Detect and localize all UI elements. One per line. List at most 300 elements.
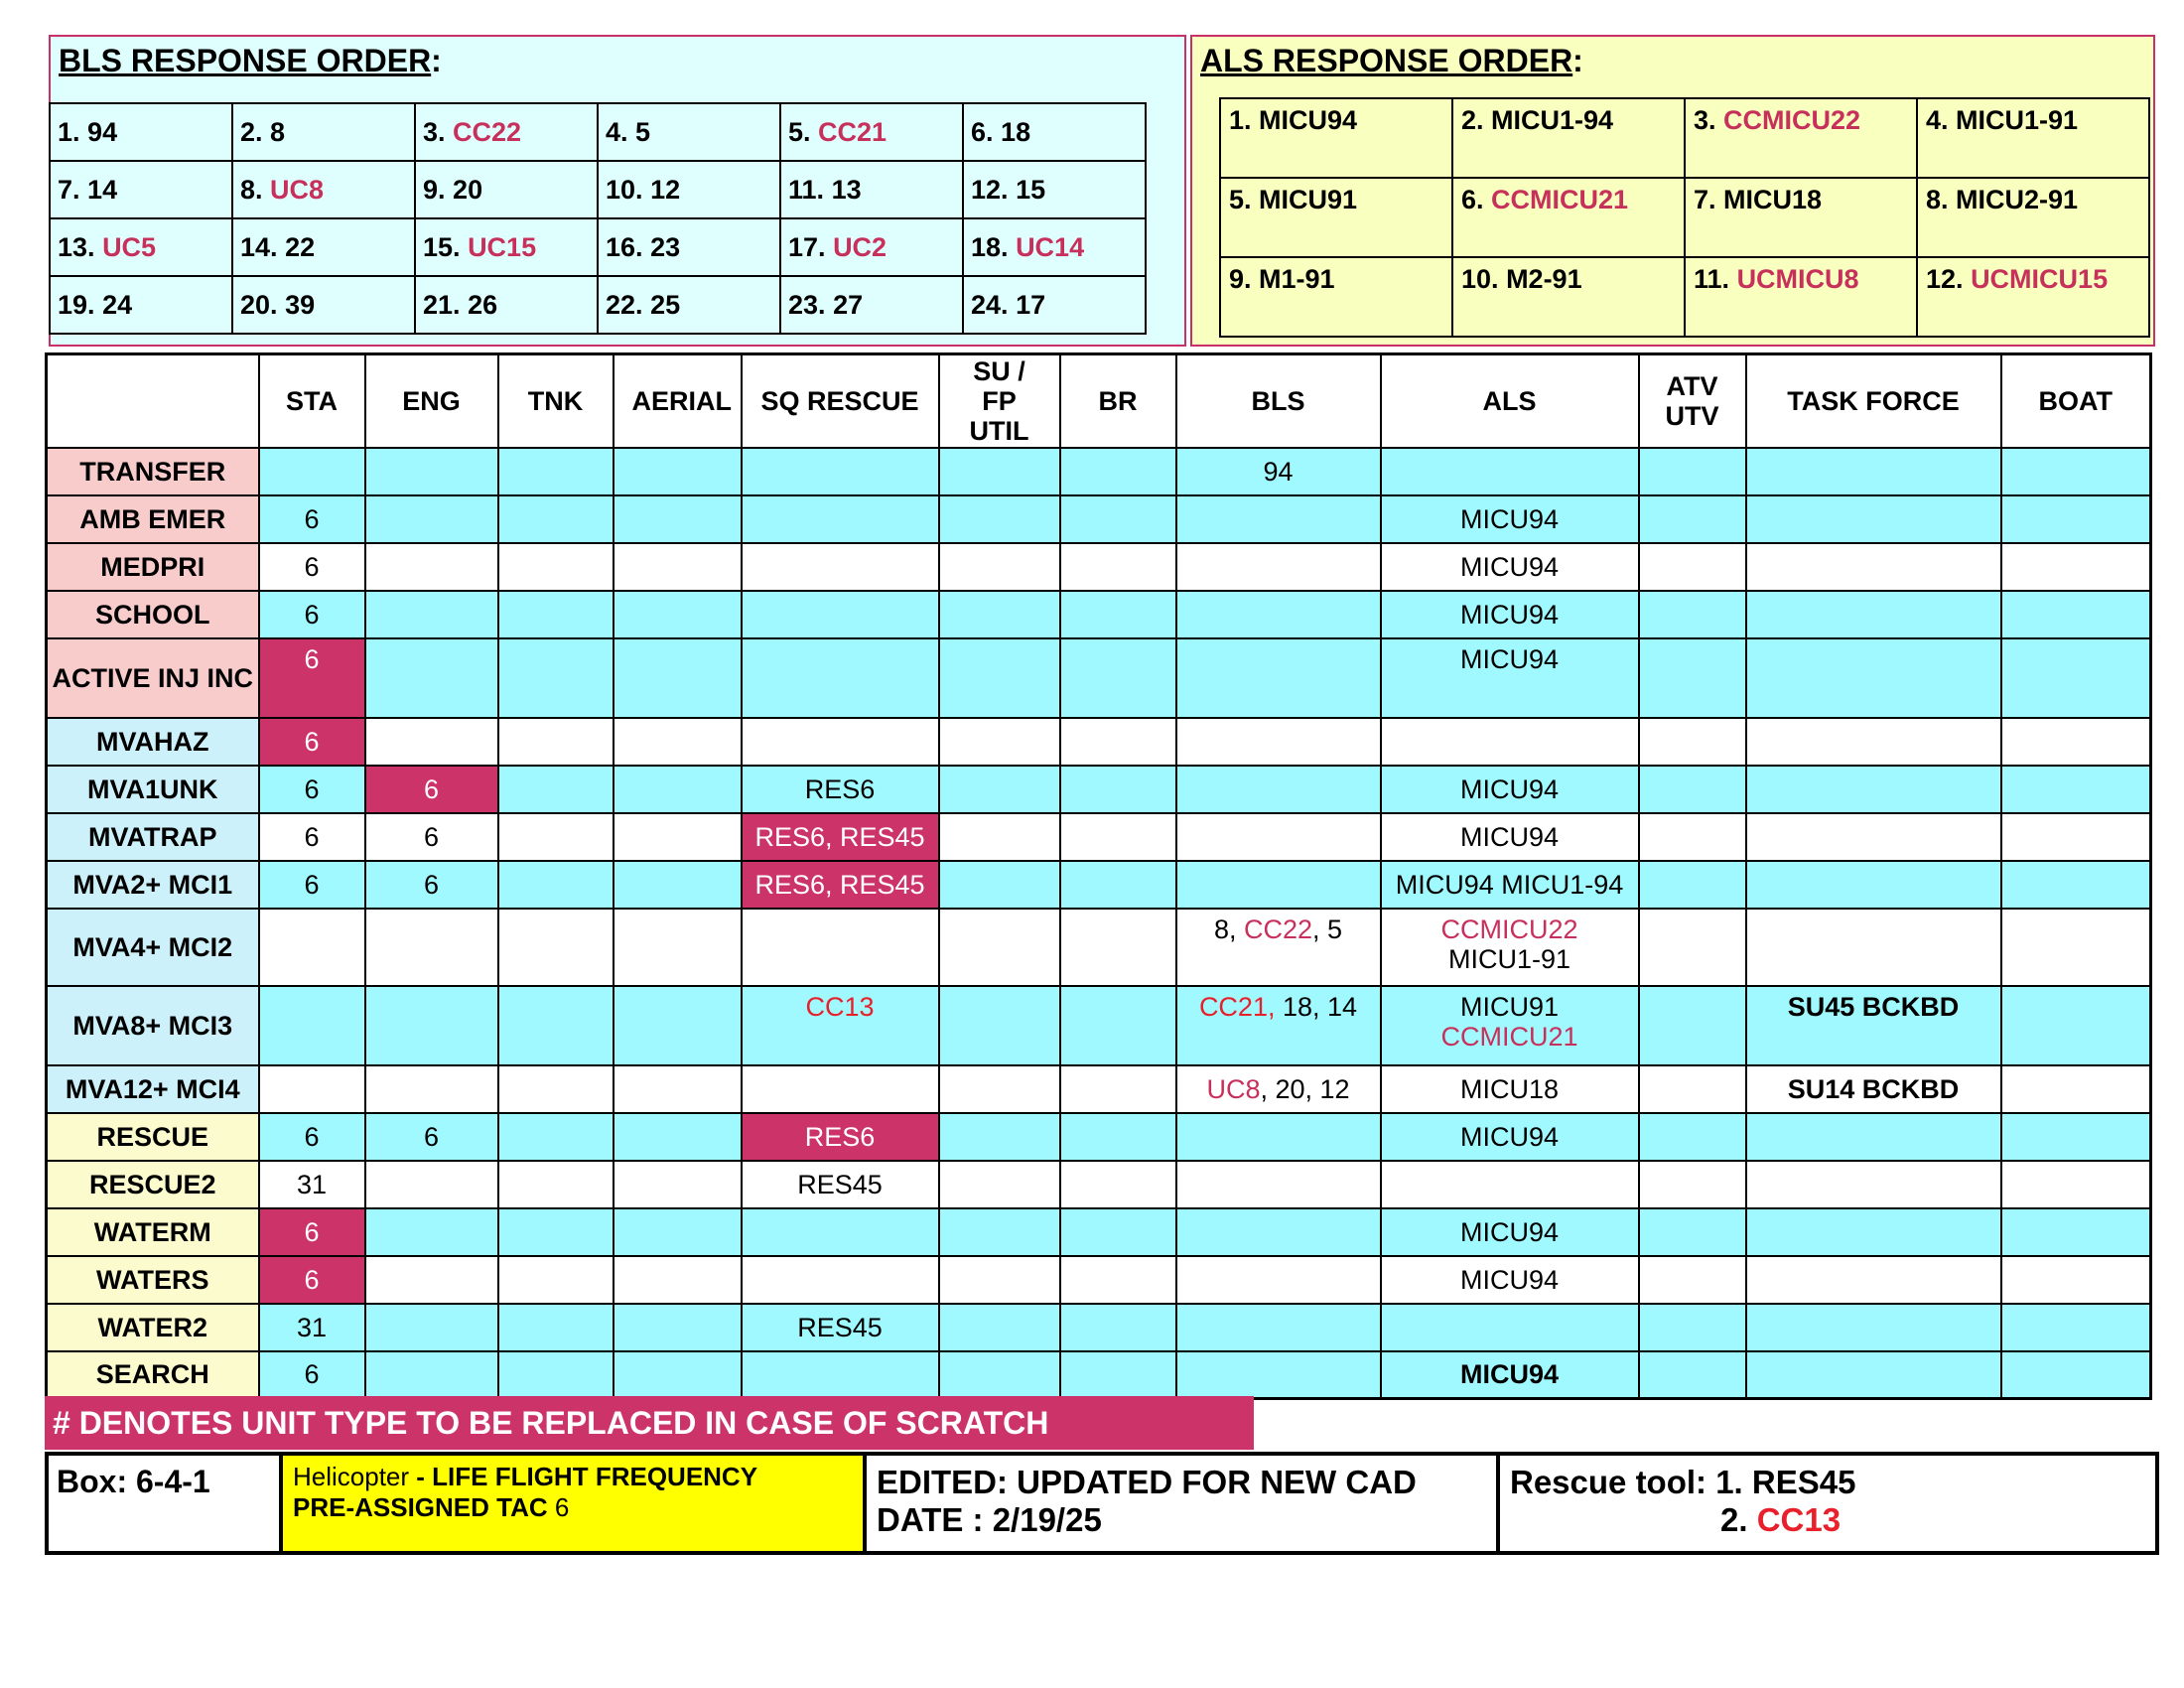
cell-su — [939, 861, 1060, 909]
bls-order-cell: 17. UC2 — [780, 218, 963, 276]
row-label: MEDPRI — [47, 543, 259, 591]
cell-atv — [1639, 638, 1746, 718]
rescue-tool-2: 2. CC13 — [1720, 1501, 1842, 1538]
cell-su — [939, 543, 1060, 591]
cell-sq — [742, 448, 939, 495]
column-header: BLS — [1176, 354, 1381, 448]
cell-br — [1060, 1065, 1176, 1113]
cell-sq: RES6, RES45 — [742, 813, 939, 861]
cell-sq — [742, 909, 939, 986]
cell-br — [1060, 986, 1176, 1065]
cell-eng — [365, 909, 498, 986]
row-label: WATERM — [47, 1208, 259, 1256]
cell-sta: 6 — [259, 766, 365, 813]
cell-bls — [1176, 1256, 1381, 1304]
bls-order-cell: 6. 18 — [963, 103, 1146, 161]
column-header: BOAT — [2001, 354, 2151, 448]
cell-tf — [1746, 1113, 2001, 1161]
footer-box — [45, 1452, 2159, 1555]
als-order-table — [1219, 97, 2150, 338]
cell-als: MICU94 — [1381, 766, 1639, 813]
cell-als: CCMICU22 MICU1-91 — [1381, 909, 1639, 986]
column-header: TASK FORCE — [1746, 354, 2001, 448]
bls-order-cell: 24. 17 — [963, 276, 1146, 334]
cell-su — [939, 813, 1060, 861]
box-number: Box: 6-4-1 — [49, 1456, 283, 1551]
table-row — [47, 448, 2151, 495]
cell-sta: 6 — [259, 1256, 365, 1304]
column-header: ALS — [1381, 354, 1639, 448]
cell-sq: RES45 — [742, 1304, 939, 1351]
rescue-tool-2-unit: CC13 — [1756, 1501, 1842, 1538]
cell-sta: 6 — [259, 495, 365, 543]
cell-sta: 6 — [259, 1113, 365, 1161]
cell-bls — [1176, 1161, 1381, 1208]
cell-br — [1060, 543, 1176, 591]
als-order-cell: 6. CCMICU21 — [1452, 178, 1685, 257]
cell-sq: RES6, RES45 — [742, 861, 939, 909]
cell-br — [1060, 718, 1176, 766]
cell-boat — [2001, 909, 2151, 986]
cell-tf — [1746, 638, 2001, 718]
cell-su — [939, 718, 1060, 766]
cell-boat — [2001, 495, 2151, 543]
cell-br — [1060, 813, 1176, 861]
row-label: MVAHAZ — [47, 718, 259, 766]
row-label: MVA8+ MCI3 — [47, 986, 259, 1065]
bls-order-cell: 4. 5 — [598, 103, 780, 161]
cell-sq — [742, 1208, 939, 1256]
table-row — [47, 718, 2151, 766]
life-flight-frequency: - LIFE FLIGHT FREQUENCY — [409, 1462, 758, 1491]
cell-sta — [259, 909, 365, 986]
cell-tf — [1746, 861, 2001, 909]
cell-eng: 6 — [365, 861, 498, 909]
cell-eng — [365, 1161, 498, 1208]
cell-tf — [1746, 813, 2001, 861]
cell-bls — [1176, 1208, 1381, 1256]
cell-tnk — [498, 448, 614, 495]
cell-aerial — [614, 1065, 742, 1113]
cell-sta: 6 — [259, 1208, 365, 1256]
cell-su — [939, 1113, 1060, 1161]
bls-order-cell: 3. CC22 — [415, 103, 598, 161]
bls-order-cell: 8. UC8 — [232, 161, 415, 218]
cell-als: MICU18 — [1381, 1065, 1639, 1113]
row-label: ACTIVE INJ INC — [47, 638, 259, 718]
cell-atv — [1639, 1065, 1746, 1113]
cell-su — [939, 1161, 1060, 1208]
cell-aerial — [614, 861, 742, 909]
table-row — [47, 1065, 2151, 1113]
table-row — [47, 1161, 2151, 1208]
cell-sq — [742, 718, 939, 766]
cell-eng — [365, 1256, 498, 1304]
cell-als — [1381, 718, 1639, 766]
cell-tf — [1746, 1256, 2001, 1304]
als-order-cell: 3. CCMICU22 — [1685, 98, 1917, 178]
cell-aerial — [614, 638, 742, 718]
bls-order-cell: 21. 26 — [415, 276, 598, 334]
cell-eng — [365, 448, 498, 495]
cell-boat — [2001, 1208, 2151, 1256]
table-row — [47, 591, 2151, 638]
cell-tnk — [498, 495, 614, 543]
cell-sq: RES45 — [742, 1161, 939, 1208]
cell-tnk — [498, 1161, 614, 1208]
cell-sq — [742, 1256, 939, 1304]
cell-tnk — [498, 909, 614, 986]
cell-boat — [2001, 718, 2151, 766]
cell-su — [939, 1065, 1060, 1113]
cell-eng: 6 — [365, 1113, 498, 1161]
helicopter-label: Helicopter — [293, 1462, 410, 1491]
cell-sta: 6 — [259, 813, 365, 861]
cell-boat — [2001, 638, 2151, 718]
row-label: MVATRAP — [47, 813, 259, 861]
cell-atv — [1639, 1208, 1746, 1256]
cell-br — [1060, 1208, 1176, 1256]
cell-als: MICU94 — [1381, 543, 1639, 591]
bls-order-cell: 20. 39 — [232, 276, 415, 334]
cell-als — [1381, 1304, 1639, 1351]
cell-atv — [1639, 1256, 1746, 1304]
column-header: TNK — [498, 354, 614, 448]
row-label: AMB EMER — [47, 495, 259, 543]
cell-atv — [1639, 591, 1746, 638]
cell-tnk — [498, 1113, 614, 1161]
cell-su — [939, 495, 1060, 543]
cell-boat — [2001, 766, 2151, 813]
cell-tnk — [498, 986, 614, 1065]
table-row — [47, 543, 2151, 591]
row-label: TRANSFER — [47, 448, 259, 495]
cell-tnk — [498, 766, 614, 813]
cell-als: MICU94 — [1381, 1208, 1639, 1256]
cell-bls: UC8, 20, 12 — [1176, 1065, 1381, 1113]
bls-order-cell: 13. UC5 — [50, 218, 232, 276]
cell-br — [1060, 591, 1176, 638]
cell-sq — [742, 591, 939, 638]
response-matrix-table — [45, 352, 2152, 1400]
cell-atv — [1639, 909, 1746, 986]
cell-br — [1060, 1351, 1176, 1399]
cell-su — [939, 766, 1060, 813]
cell-sta: 6 — [259, 591, 365, 638]
column-header: STA — [259, 354, 365, 448]
cell-bls — [1176, 861, 1381, 909]
cell-boat — [2001, 1304, 2151, 1351]
cell-br — [1060, 1113, 1176, 1161]
cell-als: MICU94 — [1381, 495, 1639, 543]
cell-tf: SU45 BCKBD — [1746, 986, 2001, 1065]
cell-aerial — [614, 1351, 742, 1399]
cell-eng — [365, 543, 498, 591]
cell-su — [939, 909, 1060, 986]
cell-tnk — [498, 638, 614, 718]
table-row — [47, 638, 2151, 718]
cell-bls: 94 — [1176, 448, 1381, 495]
cell-su — [939, 1304, 1060, 1351]
cell-bls — [1176, 766, 1381, 813]
bls-order-cell: 7. 14 — [50, 161, 232, 218]
bls-order-cell: 9. 20 — [415, 161, 598, 218]
cell-tf — [1746, 543, 2001, 591]
cell-aerial — [614, 495, 742, 543]
column-header: BR — [1060, 354, 1176, 448]
scratch-note-banner: # DENOTES UNIT TYPE TO BE REPLACED IN CASE OF SCRATCH — [45, 1396, 1254, 1450]
bls-order-cell: 2. 8 — [232, 103, 415, 161]
cell-su — [939, 638, 1060, 718]
cell-bls — [1176, 591, 1381, 638]
cell-tnk — [498, 1256, 614, 1304]
als-order-cell: 12. UCMICU15 — [1917, 257, 2149, 337]
cell-tnk — [498, 1351, 614, 1399]
cell-atv — [1639, 1161, 1746, 1208]
cell-atv — [1639, 766, 1746, 813]
rescue-tool-box — [1500, 1456, 2155, 1551]
cell-bls — [1176, 718, 1381, 766]
table-row — [47, 1256, 2151, 1304]
als-order-cell: 7. MICU18 — [1685, 178, 1917, 257]
cell-aerial — [614, 1161, 742, 1208]
cell-sta — [259, 986, 365, 1065]
cell-tf — [1746, 1161, 2001, 1208]
cell-eng — [365, 986, 498, 1065]
cell-tf — [1746, 448, 2001, 495]
cell-atv — [1639, 861, 1746, 909]
bls-order-cell: 10. 12 — [598, 161, 780, 218]
cell-atv — [1639, 986, 1746, 1065]
cell-sta: 31 — [259, 1161, 365, 1208]
row-label: MVA4+ MCI2 — [47, 909, 259, 986]
cell-boat — [2001, 1351, 2151, 1399]
cell-bls — [1176, 813, 1381, 861]
cell-aerial — [614, 591, 742, 638]
cell-tf — [1746, 1304, 2001, 1351]
cell-br — [1060, 1256, 1176, 1304]
cell-sta: 6 — [259, 718, 365, 766]
cell-als: MICU94 — [1381, 1351, 1639, 1399]
cell-aerial — [614, 813, 742, 861]
column-header — [47, 354, 259, 448]
bls-order-cell: 22. 25 — [598, 276, 780, 334]
cell-bls — [1176, 1304, 1381, 1351]
table-row — [47, 909, 2151, 986]
tac-value: 6 — [554, 1492, 570, 1522]
cell-eng: 6 — [365, 813, 498, 861]
cell-sta: 6 — [259, 1351, 365, 1399]
cell-bls — [1176, 495, 1381, 543]
cell-sta: 31 — [259, 1304, 365, 1351]
bls-order-cell: 12. 15 — [963, 161, 1146, 218]
cell-aerial — [614, 1208, 742, 1256]
cell-eng — [365, 718, 498, 766]
cell-tf — [1746, 1208, 2001, 1256]
cell-aerial — [614, 1304, 742, 1351]
cell-aerial — [614, 909, 742, 986]
als-order-cell: 1. MICU94 — [1220, 98, 1452, 178]
row-label: WATERS — [47, 1256, 259, 1304]
cell-bls — [1176, 1351, 1381, 1399]
als-order-cell: 9. M1-91 — [1220, 257, 1452, 337]
cell-atv — [1639, 1304, 1746, 1351]
edited-note: EDITED: UPDATED FOR NEW CAD — [877, 1464, 1417, 1500]
cell-atv — [1639, 813, 1746, 861]
bls-order-cell: 18. UC14 — [963, 218, 1146, 276]
cell-su — [939, 591, 1060, 638]
cell-eng — [365, 1065, 498, 1113]
cell-tf — [1746, 766, 2001, 813]
cell-als: MICU94 — [1381, 1256, 1639, 1304]
row-label: MVA1UNK — [47, 766, 259, 813]
cell-boat — [2001, 543, 2151, 591]
column-header: SU / FP UTIL — [939, 354, 1060, 448]
bls-order-cell: 15. UC15 — [415, 218, 598, 276]
cell-br — [1060, 861, 1176, 909]
cell-bls: 8, CC22, 5 — [1176, 909, 1381, 986]
cell-atv — [1639, 543, 1746, 591]
cell-su — [939, 448, 1060, 495]
cell-bls — [1176, 543, 1381, 591]
cell-aerial — [614, 1256, 742, 1304]
cell-eng — [365, 1208, 498, 1256]
cell-bls — [1176, 1113, 1381, 1161]
cell-sta — [259, 448, 365, 495]
cell-br — [1060, 1304, 1176, 1351]
bls-order-cell: 14. 22 — [232, 218, 415, 276]
cell-atv — [1639, 448, 1746, 495]
cell-tf: SU14 BCKBD — [1746, 1065, 2001, 1113]
cell-boat — [2001, 1161, 2151, 1208]
cell-tf — [1746, 591, 2001, 638]
edit-info-box — [867, 1456, 1500, 1551]
table-row — [47, 861, 2151, 909]
cell-boat — [2001, 986, 2151, 1065]
cell-als: MICU94 — [1381, 813, 1639, 861]
table-row — [47, 495, 2151, 543]
tac-label: PRE-ASSIGNED TAC — [293, 1492, 548, 1522]
cell-eng — [365, 495, 498, 543]
cell-tnk — [498, 1304, 614, 1351]
cell-sq — [742, 495, 939, 543]
table-row — [47, 1208, 2151, 1256]
table-row — [47, 813, 2151, 861]
helicopter-frequency-box — [283, 1456, 867, 1551]
als-order-cell: 4. MICU1-91 — [1917, 98, 2149, 178]
bls-order-table — [49, 102, 1147, 335]
als-order-cell: 2. MICU1-94 — [1452, 98, 1685, 178]
row-label: SEARCH — [47, 1351, 259, 1399]
cell-br — [1060, 448, 1176, 495]
cell-aerial — [614, 718, 742, 766]
cell-tnk — [498, 1065, 614, 1113]
cell-tnk — [498, 861, 614, 909]
cell-aerial — [614, 1113, 742, 1161]
cell-sta: 6 — [259, 543, 365, 591]
cell-boat — [2001, 1065, 2151, 1113]
cell-eng — [365, 638, 498, 718]
cell-sta — [259, 1065, 365, 1113]
table-row — [47, 1113, 2151, 1161]
cell-sq — [742, 638, 939, 718]
cell-atv — [1639, 1113, 1746, 1161]
als-order-cell: 10. M2-91 — [1452, 257, 1685, 337]
cell-aerial — [614, 448, 742, 495]
cell-eng: 6 — [365, 766, 498, 813]
cell-bls: CC21, 18, 14 — [1176, 986, 1381, 1065]
cell-eng — [365, 1351, 498, 1399]
cell-als: MICU94 — [1381, 1113, 1639, 1161]
column-header: ATV UTV — [1639, 354, 1746, 448]
cell-br — [1060, 495, 1176, 543]
cell-als: MICU94 MICU1-94 — [1381, 861, 1639, 909]
table-row — [47, 766, 2151, 813]
bls-order-cell: 1. 94 — [50, 103, 232, 161]
cell-als: MICU91 CCMICU21 — [1381, 986, 1639, 1065]
edit-date: DATE : 2/19/25 — [877, 1501, 1102, 1538]
bls-order-cell: 16. 23 — [598, 218, 780, 276]
bls-order-title: BLS RESPONSE ORDER: — [59, 43, 442, 78]
cell-sta: 6 — [259, 638, 365, 718]
cell-su — [939, 986, 1060, 1065]
column-header: ENG — [365, 354, 498, 448]
cell-als: MICU94 — [1381, 638, 1639, 718]
als-order-cell: 8. MICU2-91 — [1917, 178, 2149, 257]
cell-bls — [1176, 638, 1381, 718]
cell-eng — [365, 591, 498, 638]
cell-boat — [2001, 448, 2151, 495]
cell-boat — [2001, 861, 2151, 909]
cell-br — [1060, 1161, 1176, 1208]
row-label: WATER2 — [47, 1304, 259, 1351]
cell-sq — [742, 543, 939, 591]
cell-tf — [1746, 718, 2001, 766]
row-label: RESCUE — [47, 1113, 259, 1161]
cell-tnk — [498, 543, 614, 591]
row-label: MVA12+ MCI4 — [47, 1065, 259, 1113]
als-order-cell: 5. MICU91 — [1220, 178, 1452, 257]
cell-tf — [1746, 1351, 2001, 1399]
cell-sq: RES6 — [742, 1113, 939, 1161]
column-header: SQ RESCUE — [742, 354, 939, 448]
cell-sq — [742, 1351, 939, 1399]
als-order-title: ALS RESPONSE ORDER: — [1200, 43, 1583, 78]
cell-tnk — [498, 813, 614, 861]
cell-sq: RES6 — [742, 766, 939, 813]
cell-boat — [2001, 813, 2151, 861]
cell-boat — [2001, 591, 2151, 638]
cell-boat — [2001, 1113, 2151, 1161]
cell-aerial — [614, 543, 742, 591]
row-label: SCHOOL — [47, 591, 259, 638]
table-row — [47, 986, 2151, 1065]
bls-order-cell: 19. 24 — [50, 276, 232, 334]
bls-order-cell: 5. CC21 — [780, 103, 963, 161]
cell-tnk — [498, 1208, 614, 1256]
table-row — [47, 1304, 2151, 1351]
cell-su — [939, 1256, 1060, 1304]
cell-br — [1060, 909, 1176, 986]
table-row — [47, 1351, 2151, 1399]
cell-sq: CC13 — [742, 986, 939, 1065]
cell-su — [939, 1351, 1060, 1399]
cell-atv — [1639, 495, 1746, 543]
cell-als — [1381, 448, 1639, 495]
cell-aerial — [614, 986, 742, 1065]
rescue-tool-1: Rescue tool: 1. RES45 — [1510, 1464, 1856, 1500]
cell-sq — [742, 1065, 939, 1113]
